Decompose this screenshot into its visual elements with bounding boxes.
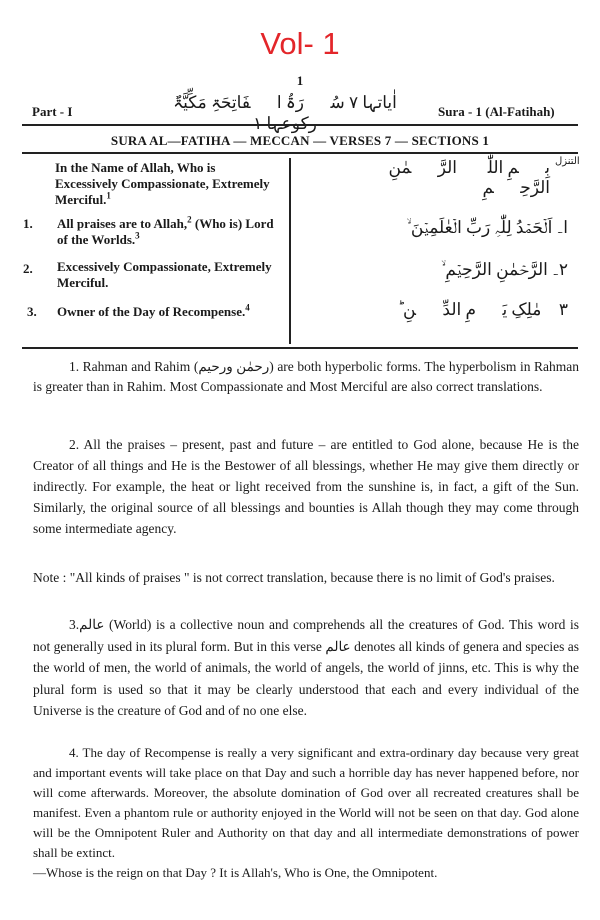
arabic-sura-title: اٰیاتہا ٧ سُوۡرَۃُ الۡفَاتِحَۃِ مَکِّیَّۃٌ — [173, 93, 397, 112]
sura-heading: SURA AL—FATIHA — MECCAN — VERSES 7 — SECTIONS 1 — [110, 133, 490, 148]
verse-arabic: ٣۔ مٰلِکِ یَوۡمِ الدِّیۡنِ ؕ — [397, 300, 568, 319]
page-number: 1 — [296, 73, 304, 88]
verse-number: 2. — [23, 261, 33, 276]
volume-label: Vol- 1 — [260, 26, 340, 61]
verse-arabic: ٢۔ الرَّحۡمٰنِ الرَّحِیۡمِ ۙ — [441, 260, 568, 279]
footnote-4: 4. The day of Recompense is really a very significant and extra-ordinary day because very great and important events will take place on that Day and such a horrible day has never happened before, nor will come afterwards. Moreover, the absolute domination of God over all recreated creatures shall be manifest. Even a phantom rule or authority enjoyed in the World will not be seen on that day. God alone will be the Omnipotent Ruler and Authority on that day and all intermediate demonstrations of power shall be extinct. —Whose is the reign on that Day ? It is Allah's, Who is One, the Omnipotent. — [33, 745, 579, 880]
verse-arabic: بِسۡمِ اللّٰہِ الرَّحۡمٰنِ الرَّحِیۡمِ — [388, 158, 550, 197]
verse-english: Owner of the Day of Recompense.$^4$ — [57, 302, 250, 319]
footnote-note: Note : "All kinds of praises " is not correct translation, because there is no limit of God's praises. — [33, 570, 555, 585]
verses-rule — [22, 347, 578, 349]
side-note: التنزل — [555, 156, 580, 167]
header-rule — [22, 124, 578, 126]
part-label: Part - I — [32, 104, 73, 119]
footnote-1: 1. Rahman and Rahim (رحمٰن ورحیم) are both hyperbolic forms. The hyperbolism in Rahman is greater than in Rahim. Most Compassionate and Most Merciful are also correct translations. — [33, 359, 579, 394]
verse-english: Excessively Compassionate, Extremely Merciful. — [57, 259, 272, 290]
footnote-2: 2. All the praises – present, past and future – are entitled to God alone, because He is the Creator of all things and He is the Bestower of all blessings, whether He may give them directly or indirectly. For example, the heat or light received from the sunshine is, in fact, a gift of the Sun. Similarly, the original source of all blessings and bounties is Allah though they may come through some intermediate agency. — [33, 437, 579, 536]
footnote-3: 3.عالم (World) is a collective noun and comprehends all the creatures of God. This word is not generally used in its plural form. But in this verse عالم denotes all kinds of genera and species as the world of men, the world of animals, the world of angels, the world of jinns, etc. This is why the plural form is used so that it may be clearly understood that each and every individual of the Universe is the creature of God and of no one else. — [33, 617, 580, 718]
verse-number: 3. — [27, 304, 37, 319]
title-rule — [22, 152, 578, 154]
sura-label: Sura - 1 (Al-Fatihah) — [438, 104, 555, 119]
verse-number: 1. — [23, 216, 33, 231]
verse-english: All praises are to Allah,$^2$ (Who is) Lord of the Worlds.$^3$ — [57, 214, 274, 247]
verse-arabic: ا۔ اَلۡحَمۡدُ لِلّٰہِ رَبِّ الۡعٰلَمِیۡنَ ۙ — [406, 218, 568, 237]
verse-english: In the Name of Allah, Who is Excessively Compassionate, Extremely Merciful.$^1$ — [55, 160, 270, 207]
